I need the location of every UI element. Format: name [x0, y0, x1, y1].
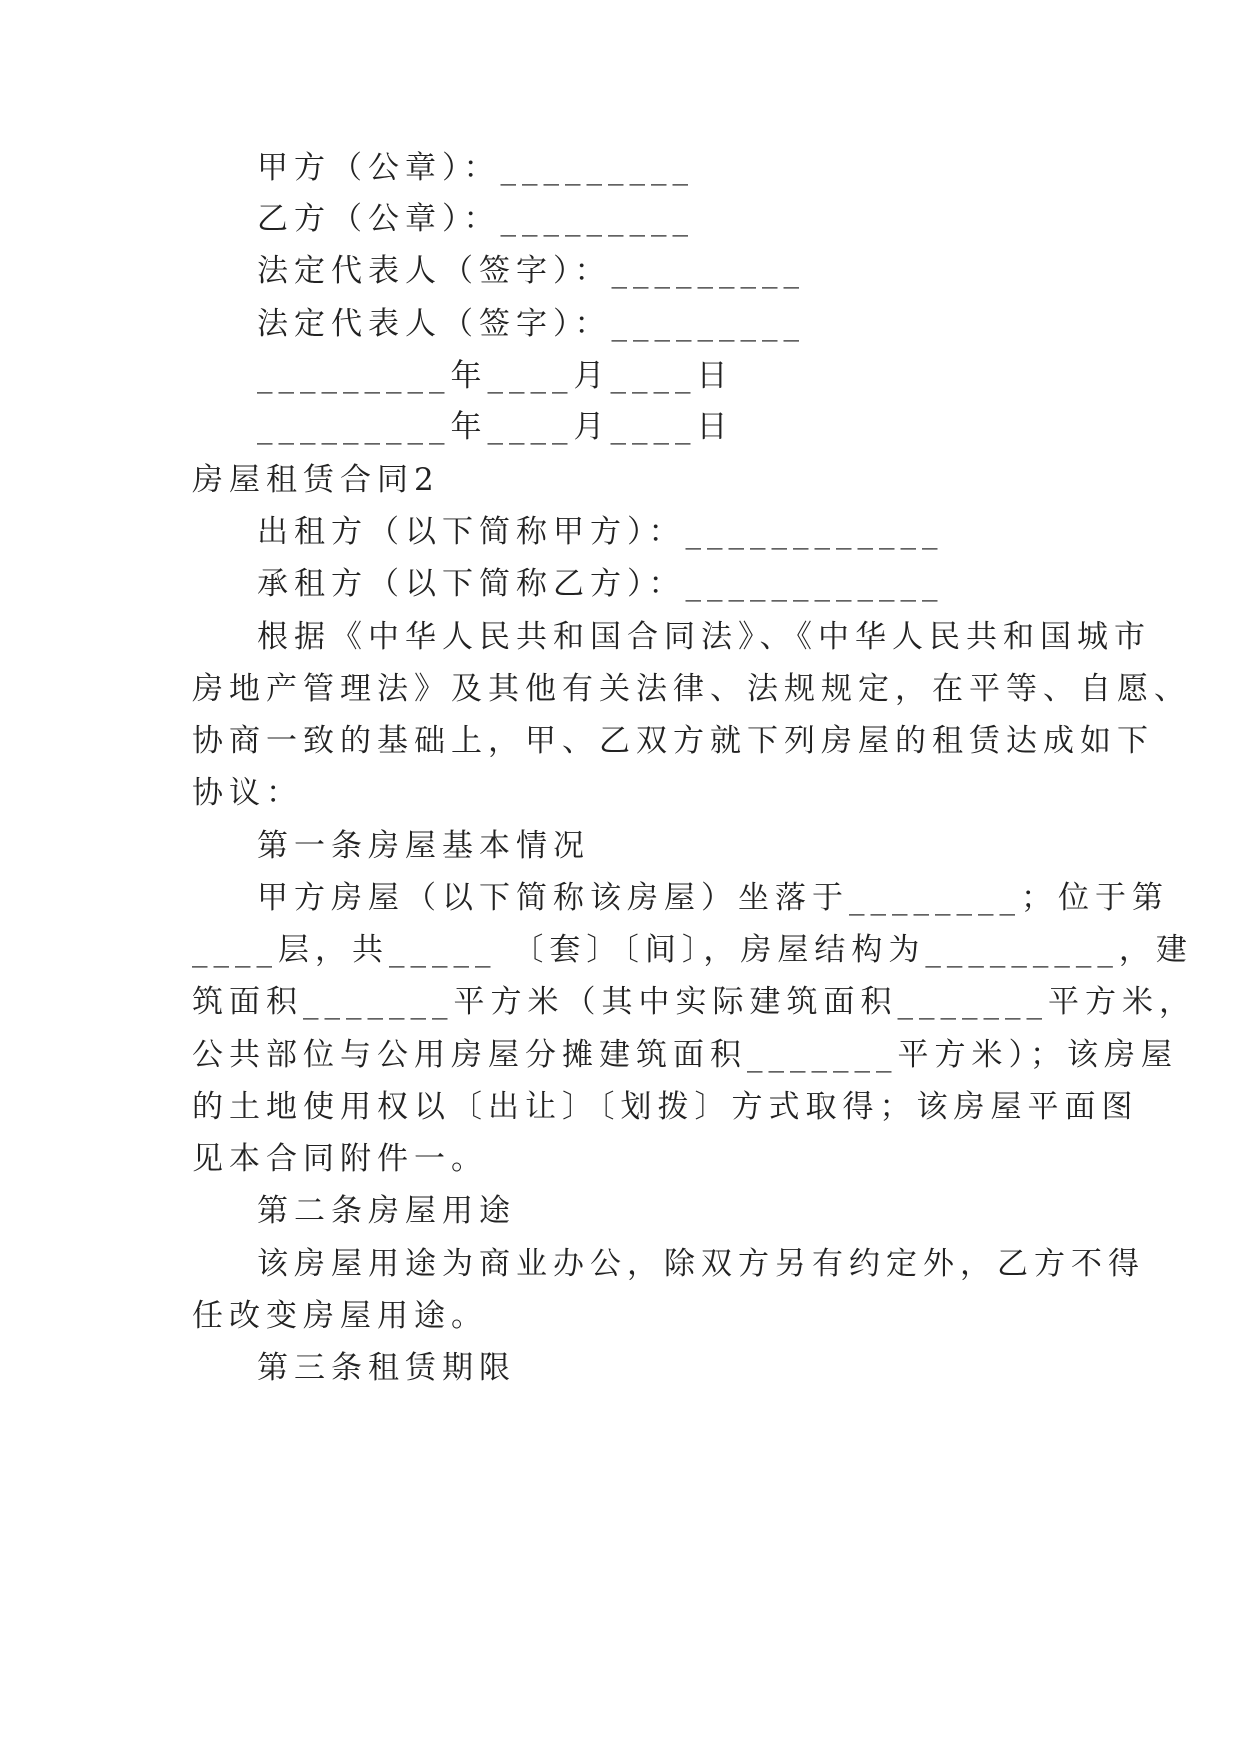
article1-line: 的土地使用权以〔出让〕〔划拨〕方式取得；该房屋平面图: [192, 1089, 1139, 1125]
party-a-date-line: _________年____月____日: [257, 358, 734, 394]
party-b-seal-line: 乙方（公章）：_________: [257, 201, 694, 237]
article2-heading: 第二条房屋用途: [257, 1193, 516, 1229]
article3-heading: 第三条租赁期限: [257, 1350, 516, 1386]
preamble-line: 根据《中华人民共和国合同法》、《中华人民共和国城市: [257, 619, 1151, 655]
article1-heading: 第一条房屋基本情况: [257, 828, 590, 864]
article1-line: 筑面积_______平方米（其中实际建筑面积_______平方米，: [192, 984, 1196, 1020]
lessor-line: 出租方（以下简称甲方）：____________: [257, 514, 944, 550]
party-a-seal-line: 甲方（公章）：_________: [257, 150, 694, 186]
preamble-line: 协商一致的基础上，甲、乙双方就下列房屋的租赁达成如下: [192, 723, 1154, 759]
preamble-line: 房地产管理法》及其他有关法律、法规规定，在平等、自愿、: [192, 671, 1191, 707]
article2-line: 该房屋用途为商业办公，除双方另有约定外，乙方不得: [257, 1246, 1145, 1282]
article1-line: 公共部位与公用房屋分摊建筑面积_______平方米）；该房屋: [192, 1037, 1178, 1073]
lessee-line: 承租方（以下简称乙方）：____________: [257, 566, 944, 602]
party-b-date-line: _________年____月____日: [257, 409, 734, 445]
article1-line: 甲方房屋（以下简称该房屋）坐落于________；位于第: [257, 880, 1169, 916]
article2-line: 任改变房屋用途。: [192, 1298, 488, 1334]
preamble-line: 协议：: [192, 775, 303, 811]
party-b-representative-line: 法定代表人（签字）：_________: [257, 306, 805, 342]
party-a-representative-line: 法定代表人（签字）：_________: [257, 253, 805, 289]
contract-title: 房屋租赁合同2: [192, 462, 440, 498]
article1-line: ____层，共_____ 〔套〕〔间〕，房屋结构为_________，建: [192, 932, 1193, 968]
article1-line: 见本合同附件一。: [192, 1141, 488, 1177]
